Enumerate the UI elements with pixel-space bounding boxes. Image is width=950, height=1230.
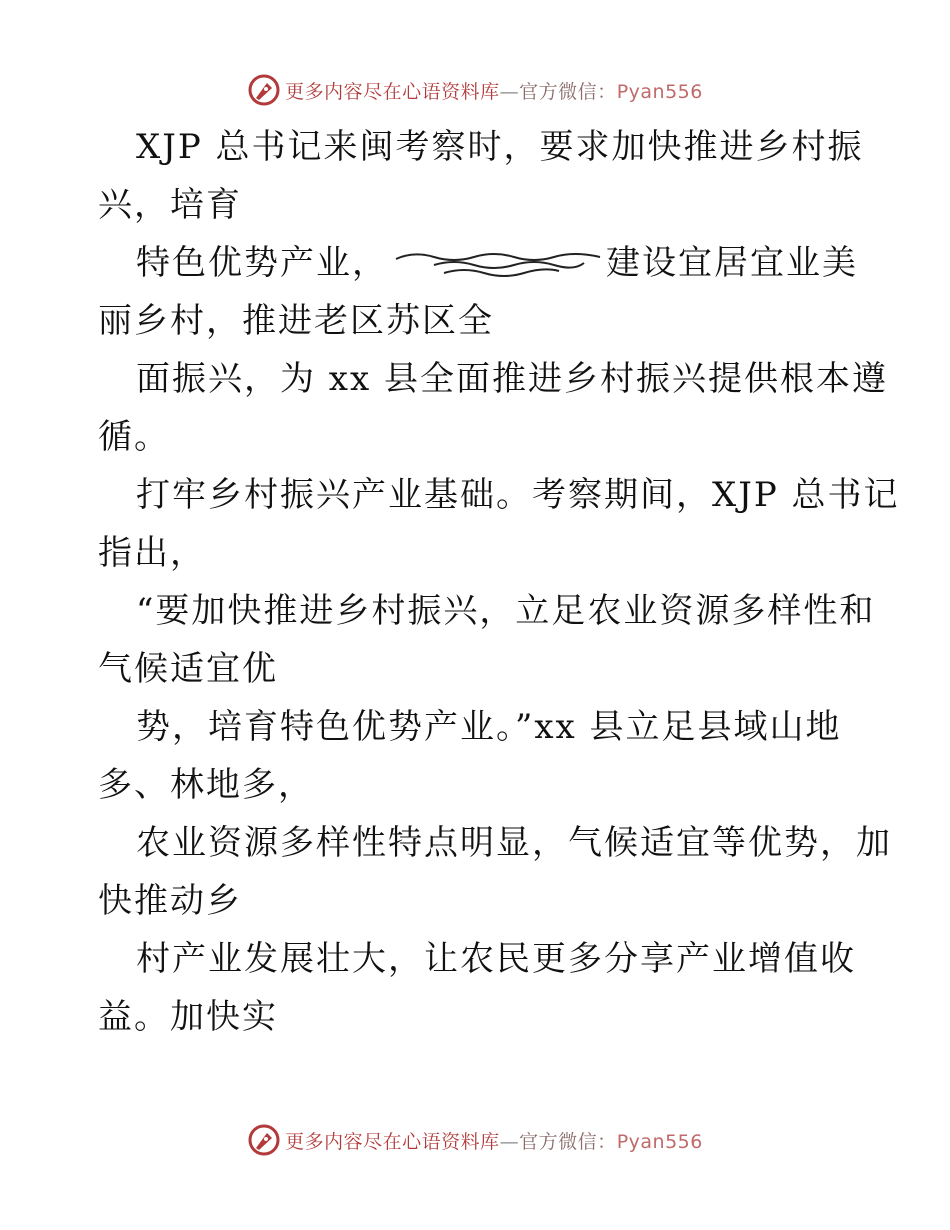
- footer-watermark: [0, 1120, 950, 1160]
- text-line-3a: 特色优势产业，: [136, 243, 388, 283]
- text-line-12: 多、林地多，: [98, 765, 314, 805]
- watermark-text: [285, 1127, 703, 1154]
- watermark-title: 更多内容尽在心语资料库: [285, 80, 500, 103]
- watermark-id: Pyan556: [616, 80, 703, 103]
- text-line-3: [98, 234, 858, 292]
- text-line-5: 面振兴，为 xx 县全面推进乡村振兴提供根本遵: [136, 359, 888, 399]
- watermark-label: 官方微信：: [519, 1130, 617, 1153]
- text-line-16: 益。加快实: [98, 997, 278, 1037]
- redaction-squiggle-icon: [394, 245, 602, 285]
- text-line-9: “要加快推进乡村振兴，立足农业资源多样性和: [136, 591, 876, 631]
- text-line-2: 兴，培育: [98, 185, 242, 225]
- text-line-15: 村产业发展壮大，让农民更多分享产业增值收: [136, 939, 856, 979]
- text-line-13: 农业资源多样性特点明显，气候适宜等优势，加: [136, 823, 892, 863]
- pen-nib-logo-icon: [247, 1123, 281, 1157]
- text-line-11: 势，培育特色优势产业。”xx 县立足县域山地: [136, 707, 842, 747]
- watermark-title: 更多内容尽在心语资料库: [285, 1130, 500, 1153]
- watermark-label: 官方微信：: [519, 80, 617, 103]
- watermark-separator: —: [499, 1130, 520, 1153]
- text-line-1: XJP 总书记来闽考察时，要求加快推进乡村振: [136, 127, 864, 167]
- pen-nib-logo-icon: [247, 73, 281, 107]
- text-line-4: 丽乡村，推进老区苏区全: [98, 301, 494, 341]
- text-line-8: 指出，: [98, 533, 206, 573]
- watermark-text: [285, 77, 703, 104]
- text-line-3b: 建设宜居宜业美: [606, 243, 858, 283]
- text-line-7: 打牢乡村振兴产业基础。考察期间，XJP 总书记: [136, 475, 900, 515]
- text-line-14: 快推动乡: [98, 881, 242, 921]
- watermark-id: Pyan556: [616, 1130, 703, 1153]
- watermark-separator: —: [499, 80, 520, 103]
- document-body: [98, 118, 900, 1046]
- text-line-10: 气候适宜优: [98, 649, 278, 689]
- text-line-6: 循。: [98, 417, 170, 457]
- header-watermark: [0, 70, 950, 110]
